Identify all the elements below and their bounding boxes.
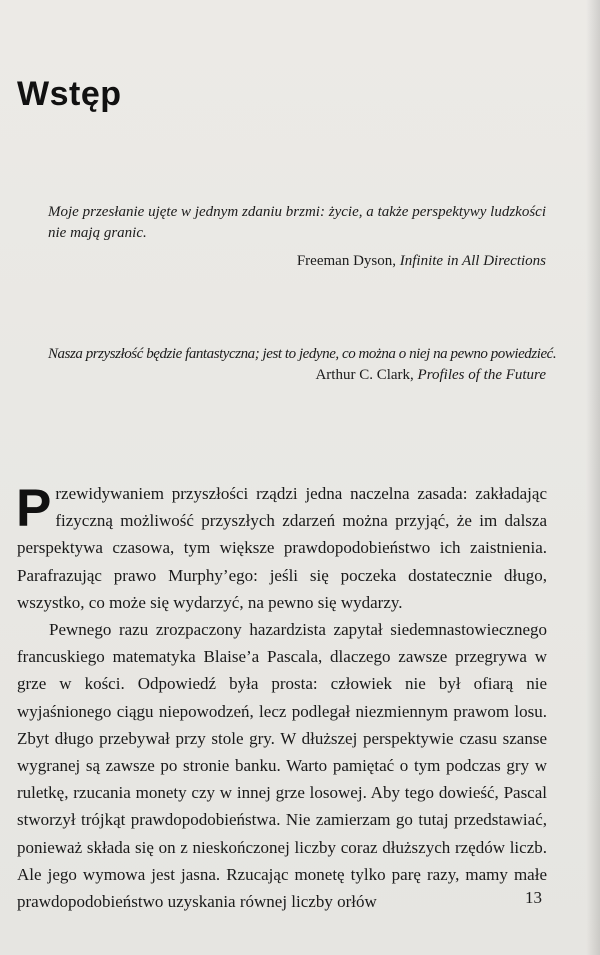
epigraph-attribution <box>48 251 546 272</box>
epigraph-quote: Nasza przyszłość będzie fantastyczna; jest to jedyne, co można o niej na pewno powiedzieć. <box>48 346 557 362</box>
epigraph <box>48 202 546 272</box>
page-edge-shadow <box>586 0 600 955</box>
paragraph-text: rzewidywaniem przyszłości rządzi jedna naczelna zasada: zakładając fizyczną możliwość przyszłych zdarzeń można przyjąć, że im dalsza perspektywa czasowa, tym większe prawdopodobieństwo ich zaistnienia. Parafrazując prawo Murphy’ego: jeśli się poczeka dostatecznie długo, wszystko, co może się wydarzyć, na pewno się wydarzy. <box>17 484 547 612</box>
drop-cap: P <box>16 479 52 538</box>
epigraph-work-title: Profiles of the Future <box>417 367 546 383</box>
epigraph-quote: Moje przesłanie ujęte w jednym zdaniu brzmi: życie, a także perspektywy ludzkości nie mają granic. <box>48 204 546 241</box>
epigraph-attribution <box>48 365 546 386</box>
paragraph: Pewnego razu zrozpaczony hazardzista zapytał siedemnastowiecznego francuskiego matematyka Blaise’a Pascala, dlaczego zawsze przegrywa w grze w kości. Odpowiedź była prosta: człowiek nie był ofiarą nie wyjaśnionego ciągu niepowodzeń, lecz podlegał niezmiennym prawom losu. Zbyt długo przebywał przy stole gry. W dłuższej perspektywie czasu szanse wygranej są zawsze po stronie banku. Warto pamiętać o tym podczas gry w ruletkę, rzucania monety czy w innej grze losowej. Aby tego dowieść, Pascal stworzył trójkąt prawdopodobieństwa. Nie zamierzam go tutaj przedstawiać, ponieważ składa się on z nieskończonej liczby coraz dłuższych rzędów liczb. Ale jego wymowa jest jasna. Rzucając monetę tylko parę razy, mamy małe prawdopodobieństwo uzyskania równej liczby orłów <box>17 620 547 912</box>
epigraph-work-title: Infinite in All Directions <box>399 253 546 269</box>
body-text <box>17 480 547 915</box>
page-number: 13 <box>525 888 542 907</box>
epigraph-author: Arthur C. Clark, <box>315 367 418 383</box>
epigraph <box>48 344 557 386</box>
chapter-title: Wstęp <box>17 75 122 113</box>
epigraph-author: Freeman Dyson, <box>296 253 400 269</box>
paragraph <box>17 480 547 616</box>
